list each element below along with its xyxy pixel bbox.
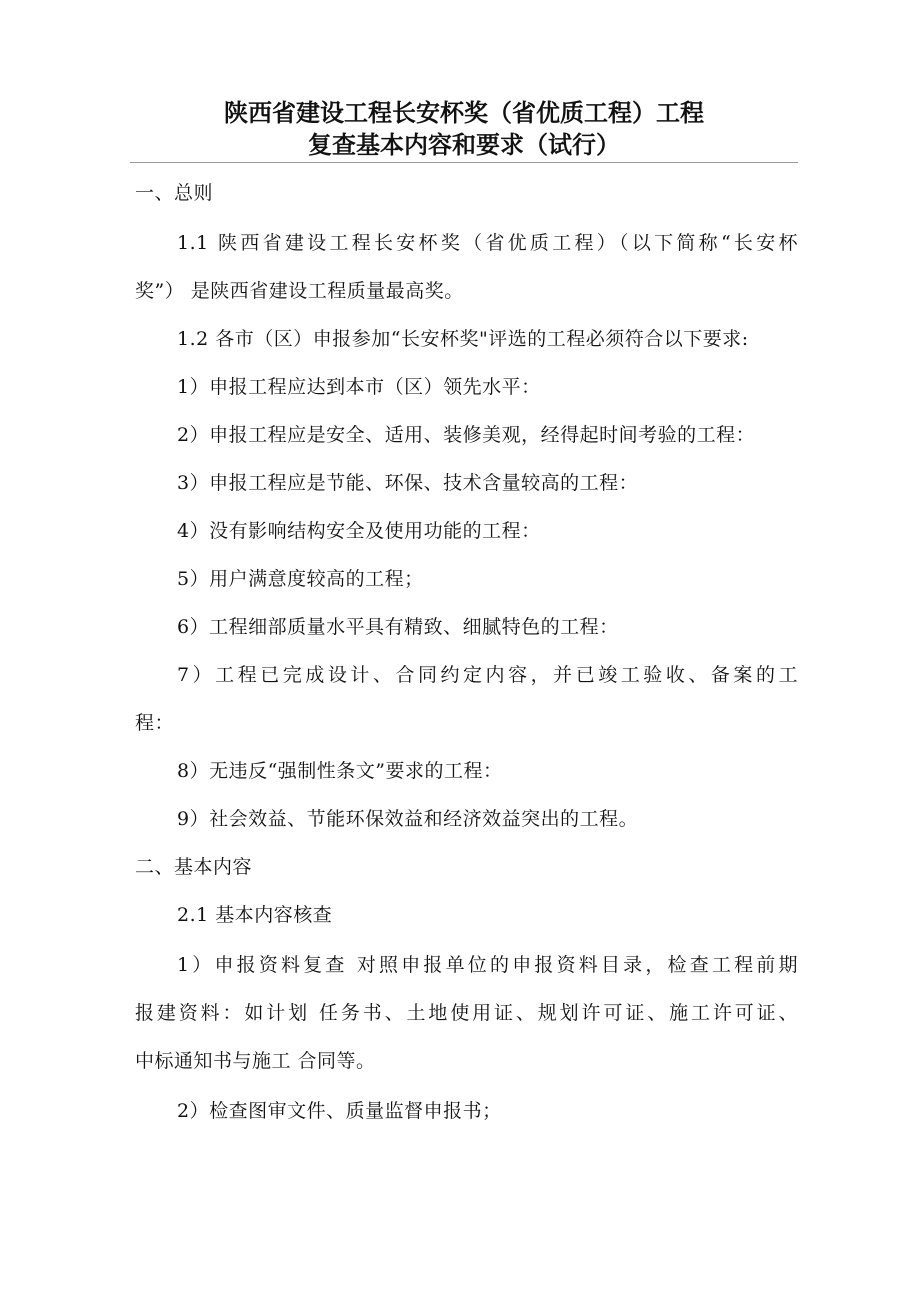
content-item-1-line-2: 报建资料：如计划 任务书、土地使用证、规划许可证、施工许可证、 [135, 1002, 798, 1024]
content-item-1-line-1: 1）申报资料复查 对照申报单位的申报资料目录，检查工程前期 [177, 954, 798, 976]
section-heading-general: 一、总则 [135, 182, 214, 204]
title-divider [130, 162, 798, 163]
document-title-line-2: 复查基本内容和要求（试行） [308, 130, 620, 159]
paragraph-1-1-line-2: 奖”） 是陕西省建设工程质量最高奖。 [135, 280, 464, 302]
paragraph-1-1-line-1: 1.1 陕西省建设工程长安杯奖（省优质工程）（以下简称“长安杯 [177, 232, 798, 254]
paragraph-1-2: 1.2 各市（区）申报参加“长安杯奖"评选的工程必须符合以下要求: [177, 328, 749, 350]
list-item-2: 2）申报工程应是安全、适用、装修美观，经得起时间考验的工程： [177, 424, 756, 446]
subsection-heading-2-1: 2.1 基本内容核查 [177, 904, 333, 926]
content-item-1-line-3: 中标通知书与施工 合同等。 [135, 1050, 376, 1072]
list-item-1: 1）申报工程应达到本市（区）领先水平： [177, 376, 541, 398]
list-item-7-line-1: 7）工程已完成设计、合同约定内容，并已竣工验收、备案的工 [177, 664, 798, 686]
section-heading-basic-content: 二、基本内容 [135, 856, 253, 878]
list-item-4: 4）没有影响结构安全及使用功能的工程： [177, 520, 541, 542]
list-item-7-line-2: 程： [135, 712, 175, 734]
list-item-5: 5）用户满意度较高的工程； [177, 568, 424, 590]
list-item-8: 8）无违反“强制性条文”要求的工程： [177, 760, 503, 782]
document-title-line-1: 陕西省建设工程长安杯奖（省优质工程）工程 [224, 98, 704, 127]
list-item-6: 6）工程细部质量水平具有精致、细腻特色的工程： [177, 616, 619, 638]
list-item-9: 9）社会效益、节能环保效益和经济效益突出的工程。 [177, 808, 639, 830]
list-item-3: 3）申报工程应是节能、环保、技术含量较高的工程： [177, 472, 639, 494]
content-item-2: 2）检查图审文件、质量监督申报书； [177, 1100, 502, 1122]
